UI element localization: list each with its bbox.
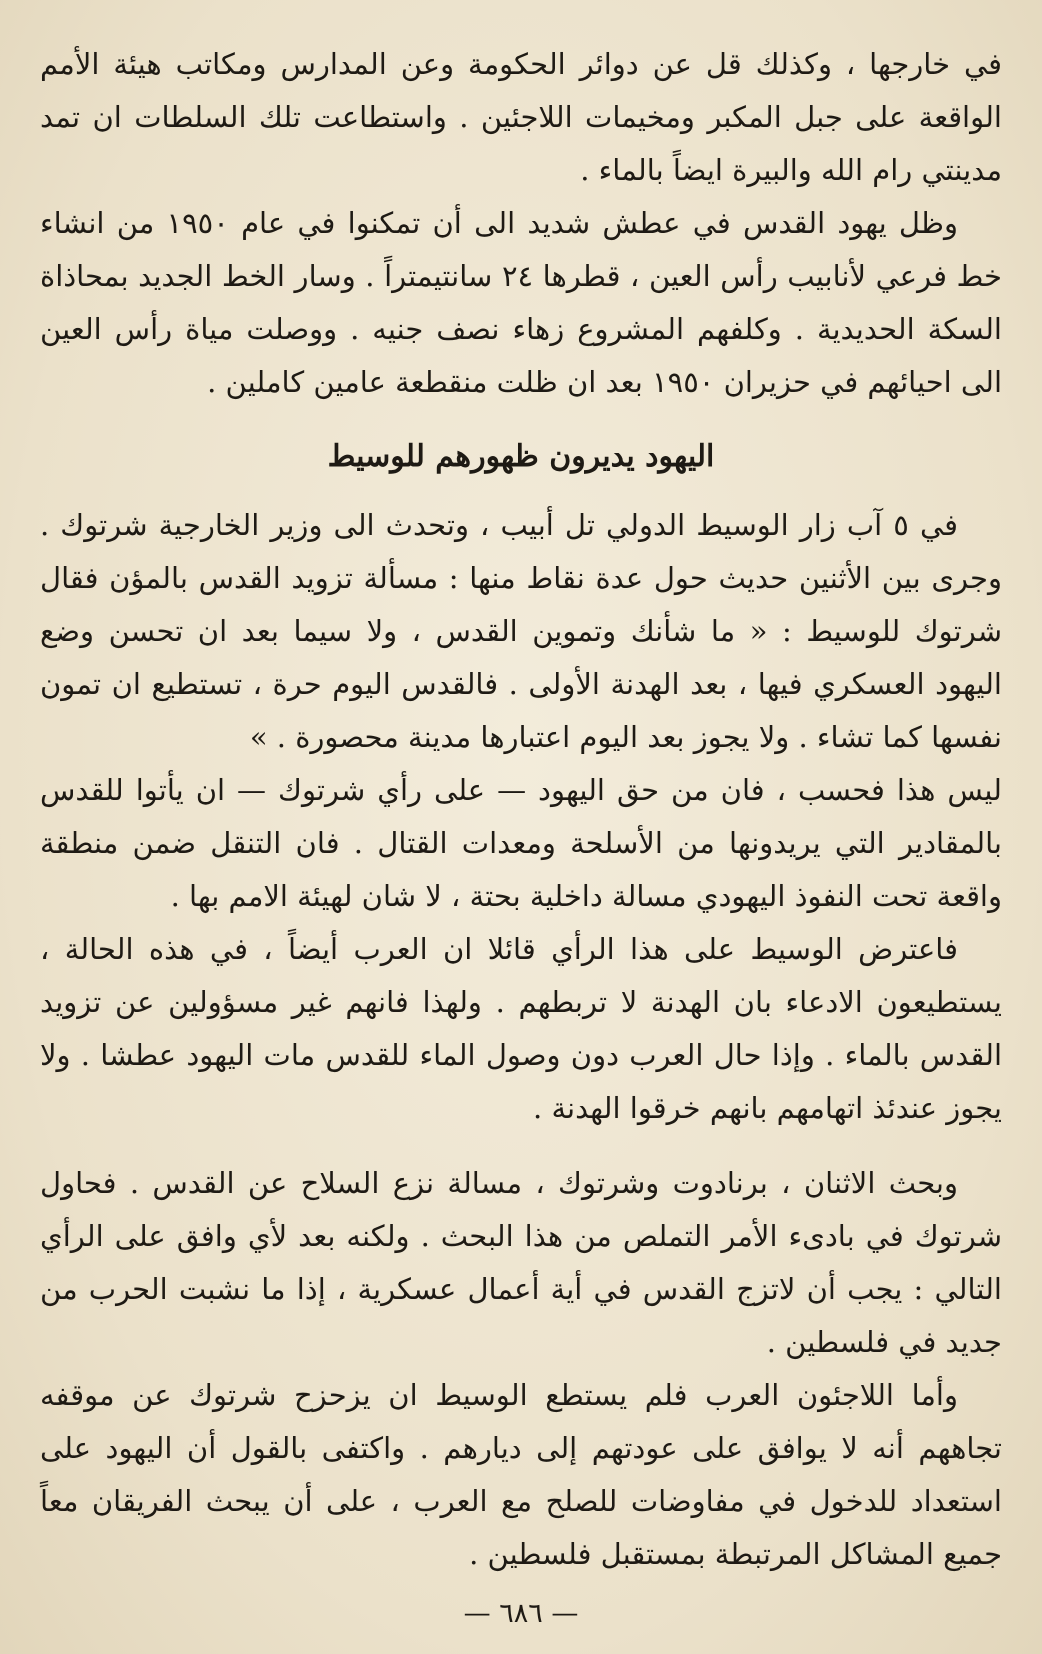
paragraph-4: ليس هذا فحسب ، فان من حق اليهود — على رأي شرتوك — ان يأتوا للقدس بالمقادير التي يريدونها من الأسلحة ومعدات القتال . فان التنقل ضمن منطقة واقعة تحت النفوذ اليهودي مسالة داخلية بحتة ، لا شان لهيئة الامم بها . bbox=[40, 773, 1002, 913]
paragraph-1: في خارجها ، وكذلك قل عن دوائر الحكومة وعن المدارس ومكاتب هيئة الأمم الواقعة على جبل المكبر ومخيمات اللاجئين . واستطاعت تلك السلطات ان تمد مدينتي رام الله والبيرة ايضاً بالماء . bbox=[40, 47, 1002, 187]
paragraph-2: وظل يهود القدس في عطش شديد الى أن تمكنوا في عام ١٩٥٠ من انشاء خط فرعي لأنابيب رأس العين ، قطرها ٢٤ سانتيمتراً . وسار الخط الجديد بمحاذاة السكة الحديدية . وكلفهم المشروع زهاء نصف جنيه . ووصلت مياة رأس العين الى احيائهم في حزيران ١٩٥٠ بعد ان ظلت منقطعة عامين كاملين . bbox=[40, 206, 1002, 399]
paragraph-6: وبحث الاثنان ، برنادوت وشرتوك ، مسالة نزع السلاح عن القدس . فحاول شرتوك في بادىء الأمر التملص من هذا البحث . ولكنه بعد لأي وافق على الرأي التالي : يجب أن لاتزج القدس في أية أعمال عسكرية ، إذا ما نشبت الحرب من جديد في فلسطين . bbox=[40, 1166, 1002, 1359]
body-text bbox=[40, 38, 1002, 1581]
page-number: — ٦٨٦ — bbox=[463, 1598, 579, 1629]
paragraph-7: وأما اللاجئون العرب فلم يستطع الوسيط ان يزحزح شرتوك عن موقفه تجاههم أنه لا يوافق على عودتهم إلى ديارهم . واكتفى بالقول أن اليهود على استعداد للدخول في مفاوضات للصلح مع العرب ، على أن يبحث الفريقان معاً جميع المشاكل المرتبطة بمستقبل فلسطين . bbox=[40, 1378, 1002, 1571]
paragraph-3: في ٥ آب زار الوسيط الدولي تل أبيب ، وتحدث الى وزير الخارجية شرتوك . وجرى بين الأثنين حديث حول عدة نقاط منها : مسألة تزويد القدس بالمؤن فقال شرتوك للوسيط : « ما شأنك وتموين القدس ، ولا سيما بعد ان تحسن وضع اليهود العسكري فيها ، بعد الهدنة الأولى . فالقدس اليوم حرة ، تستطيع ان تمون نفسها كما تشاء . ولا يجوز بعد اليوم اعتبارها مدينة محصورة . » bbox=[40, 508, 1002, 754]
paragraph-5: فاعترض الوسيط على هذا الرأي قائلا ان العرب أيضاً ، في هذه الحالة ، يستطيعون الادعاء بان الهدنة لا تربطهم . ولهذا فانهم غير مسؤولين عن تزويد القدس بالماء . وإذا حال العرب دون وصول الماء للقدس مات اليهود عطشا . ولا يجوز عندئذ اتهامهم بانهم خرقوا الهدنة . bbox=[40, 932, 1002, 1125]
section-heading: اليهود يديرون ظهورهم للوسيط bbox=[327, 439, 715, 474]
